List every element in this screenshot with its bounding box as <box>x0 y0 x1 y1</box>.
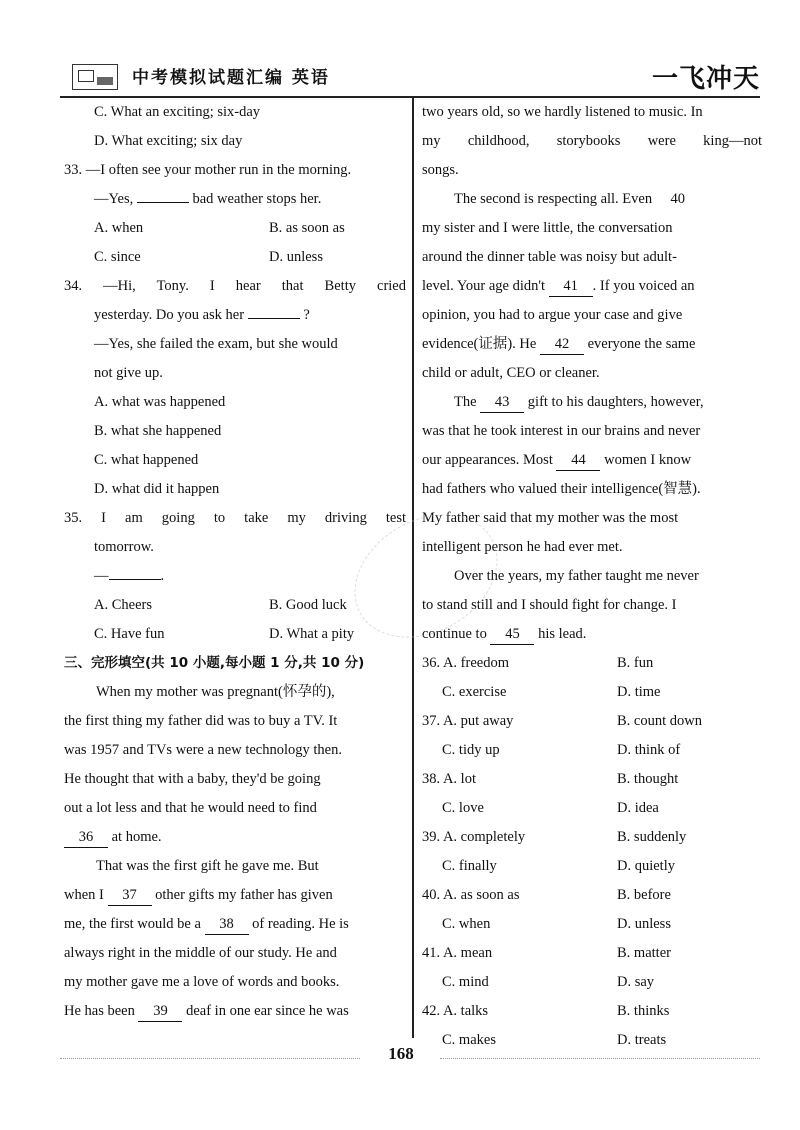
passage-line: two years old, so we hardly listened to music. In <box>422 104 703 120</box>
passage-line: around the dinner table was noisy but adult- <box>422 249 677 265</box>
passage-line: The second is respecting all. Even 40 <box>422 185 762 214</box>
q32-option-c: C. What an exciting; six-day <box>94 104 261 120</box>
option-row: C. makes D. treats <box>442 1032 667 1048</box>
passage-line: intelligent person he had ever met. <box>422 539 623 555</box>
option-row: C. mind D. say <box>442 974 655 990</box>
cloze-blank: 43 <box>480 392 524 413</box>
option: D. What a pity <box>269 626 355 642</box>
cloze-blank: 38 <box>205 914 249 935</box>
passage-line: always right in the middle of our study. He and <box>64 945 337 961</box>
q32-option-d: D. What exciting; six day <box>94 133 243 149</box>
passage-line: songs. <box>422 162 459 178</box>
cloze-blank: 36 <box>64 827 108 848</box>
passage-line: opinion, you had to argue your case and give <box>422 307 683 323</box>
answer-blank <box>137 202 189 203</box>
passage-line: That was the first gift he gave me. But <box>96 858 319 874</box>
passage-line: me, the first would be a 38 of reading. He is <box>64 910 406 939</box>
cloze-blank: 41 <box>549 276 593 297</box>
q34-option-c: C. what happened <box>94 452 199 468</box>
page-header <box>60 56 760 96</box>
passage-line: The 43 gift to his daughters, however, <box>422 388 762 417</box>
passage-line: child or adult, CEO or cleaner. <box>422 365 600 381</box>
passage-line: when I 37 other gifts my father has given <box>64 881 406 910</box>
option-row: C. tidy up D. think of <box>442 742 681 758</box>
passage-line: out a lot less and that he would need to find <box>64 800 317 816</box>
passage-line: 36 at home. <box>64 823 406 852</box>
cloze-blank: 44 <box>556 450 600 471</box>
q35-stem-line: 35. I am going to take my driving test <box>64 510 406 526</box>
cloze-blank: 45 <box>490 624 534 645</box>
passage-line: He has been 39 deaf in one ear since he was <box>64 997 406 1026</box>
q35-reply: — . <box>94 568 165 584</box>
footer-rule <box>60 1058 360 1060</box>
q33-stem: 33. —I often see your mother run in the morning. <box>64 162 352 178</box>
book-title: 中考模拟试题汇编 英语 <box>132 68 330 88</box>
passage-line: level. Your age didn't 41 . If you voiced an <box>422 272 762 301</box>
q34-reply-line: not give up. <box>94 365 163 381</box>
answer-blank <box>248 318 300 319</box>
q34-option-a: A. what was happened <box>94 394 226 410</box>
option-row: 37. A. put away B. count down <box>422 713 702 729</box>
option: C. since <box>94 249 141 265</box>
passage-line: to stand still and I should fight for change. I <box>422 597 677 613</box>
passage-line: had fathers who valued their intelligence(智慧). <box>422 481 701 497</box>
option: D. unless <box>269 249 323 265</box>
option-row: 42. A. talks B. thinks <box>422 1003 670 1019</box>
passage-line: my childhood, storybooks were king—not <box>422 133 762 149</box>
book-logo-icon <box>72 64 118 90</box>
cloze-blank: 39 <box>138 1001 182 1022</box>
passage-line: continue to 45 his lead. <box>422 620 762 649</box>
passage-line: Over the years, my father taught me never <box>454 568 699 584</box>
option-row: 36. A. freedom B. fun <box>422 655 654 671</box>
section-heading: 三、完形填空(共 10 小题,每小题 1 分,共 10 分) <box>64 655 365 671</box>
q34-option-b: B. what she happened <box>94 423 222 439</box>
q33-reply: —Yes, bad weather stops her. <box>94 191 322 207</box>
option-row: 38. A. lot B. thought <box>422 771 679 787</box>
page-number: 168 <box>388 1044 414 1063</box>
option-row: 39. A. completely B. suddenly <box>422 829 687 845</box>
q35-options-cd <box>64 620 406 649</box>
q34-stem-line: yesterday. Do you ask her ? <box>94 307 310 323</box>
q34-stem-line: 34. —Hi, Tony. I hear that Betty cried <box>64 278 406 294</box>
cloze-blank: 40 <box>670 191 685 207</box>
passage-line: My father said that my mother was the most <box>422 510 679 526</box>
option-row: 40. A. as soon as B. before <box>422 887 671 903</box>
option: C. Have fun <box>94 626 165 642</box>
option: A. Cheers <box>94 597 152 613</box>
option-row: C. exercise D. time <box>442 684 661 700</box>
passage-line: my sister and I were little, the conversation <box>422 220 673 236</box>
passage-line: our appearances. Most 44 women I know <box>422 446 762 475</box>
q34-option-d: D. what did it happen <box>94 481 220 497</box>
option-row: C. love D. idea <box>442 800 659 816</box>
passage-line: He thought that with a baby, they'd be going <box>64 771 321 787</box>
q33-options-cd <box>64 243 406 272</box>
option: B. as soon as <box>269 220 345 236</box>
option-row: C. finally D. quietly <box>442 858 675 874</box>
option: A. when <box>94 220 144 236</box>
q34-reply-line: —Yes, she failed the exam, but she would <box>94 336 338 352</box>
passage-line: was 1957 and TVs were a new technology then. <box>64 742 342 758</box>
left-column <box>64 98 406 1026</box>
option-row: C. when D. unless <box>442 916 671 932</box>
option: B. Good luck <box>269 597 347 613</box>
passage-line: When my mother was pregnant(怀孕的), <box>96 684 335 700</box>
q35-stem-line: tomorrow. <box>94 539 154 555</box>
passage-line: evidence(证据). He 42 everyone the same <box>422 330 762 359</box>
cloze-options <box>422 649 762 1055</box>
option-row: 41. A. mean B. matter <box>422 945 671 961</box>
q33-options-ab <box>64 214 406 243</box>
passage-line: was that he took interest in our brains and never <box>422 423 701 439</box>
passage-line: the first thing my father did was to buy a TV. It <box>64 713 338 729</box>
answer-blank <box>109 579 161 580</box>
cloze-blank: 42 <box>540 334 584 355</box>
brand-name: 一飞冲天 <box>651 64 760 94</box>
cloze-blank: 37 <box>108 885 152 906</box>
passage-line: my mother gave me a love of words and books. <box>64 974 340 990</box>
footer-rule <box>440 1058 760 1060</box>
